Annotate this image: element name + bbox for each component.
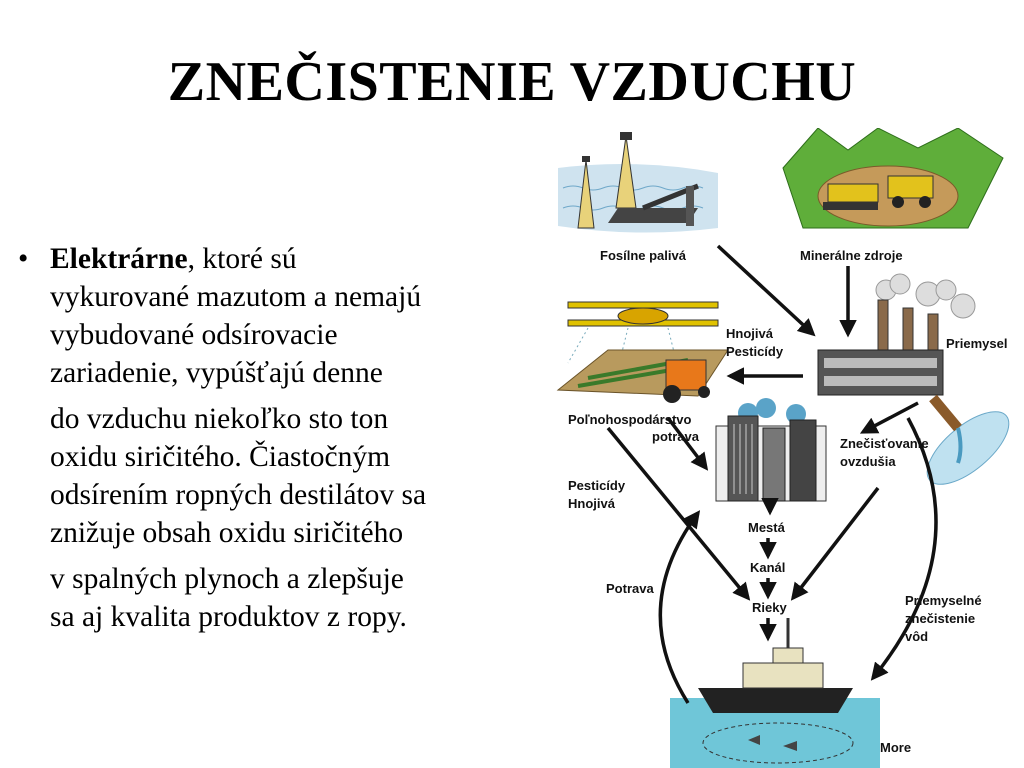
text-line: vybudované odsírovacie [50, 319, 338, 351]
label-mineralne-zdroje: Minerálne zdroje [800, 248, 903, 263]
label-znecistenie: znečistenie [905, 611, 976, 626]
arrow-more-potrava [660, 513, 698, 703]
factory-icon [818, 274, 975, 395]
arrow-priemysel-rieky [793, 488, 878, 598]
text-line: zariadenie, vypúšťajú denne [50, 357, 383, 389]
label-rieky: Rieky [752, 600, 787, 615]
sea-ship-icon [670, 618, 880, 768]
label-mesta: Mestá [748, 520, 785, 535]
text-line: v spalných plynoch a zlepšuje [50, 563, 404, 595]
bold-lead: Elektrárne [50, 243, 188, 275]
bullet-point: • [18, 243, 29, 275]
label-hnojiva-top: Hnojivá [726, 326, 773, 341]
text-fragment: , ktoré sú [187, 243, 297, 275]
label-hnojiva-left: Hnojivá [568, 496, 615, 511]
body-text [18, 240, 563, 644]
city-buildings-icon [716, 398, 826, 501]
tractor-field-icon [558, 350, 728, 403]
oil-rig-icon [558, 132, 718, 233]
label-priemysel: Priemysel [946, 336, 1008, 351]
label-more: More [880, 740, 912, 755]
text-line: znižuje obsah oxidu siričitého [50, 517, 404, 549]
label-polnohospodarstvo: Poľnohospodárstvo [568, 412, 692, 427]
paragraph-2 [18, 400, 563, 552]
arrow-ovzdusie-mesta [863, 403, 918, 432]
text-line: do vzduchu niekoľko sto ton [50, 403, 389, 435]
slide-title: ZNEČISTENIE VZDUCHU [167, 51, 857, 113]
label-potrava-sub: potrava [652, 429, 699, 444]
paragraph-3 [18, 560, 563, 636]
text-line: vykurované mazutom a nemajú [50, 281, 422, 313]
mining-excavator-icon [783, 128, 1003, 228]
arrow-fosilne-priemysel [718, 246, 813, 334]
label-priemyselne: Priemyselné [905, 593, 982, 608]
pollution-cycle-diagram [548, 128, 1018, 768]
text-line: sa aj kvalita produktov z ropy. [50, 601, 407, 633]
label-vod: vôd [905, 629, 929, 644]
text-line: oxidu siričitého. Čiastočným [50, 441, 391, 473]
paragraph-1 [18, 240, 563, 392]
label-fosilne-paliva: Fosílne palivá [600, 248, 686, 263]
text-line: odsírením ropných destilátov sa [50, 479, 427, 511]
label-kanal: Kanál [750, 560, 786, 575]
text-line [50, 240, 563, 278]
label-pesticidy-left: Pesticídy [568, 478, 626, 493]
label-ovzdusia: ovzdušia [840, 454, 896, 469]
label-potrava: Potrava [606, 581, 654, 596]
label-pesticidy-top: Pesticídy [726, 344, 784, 359]
label-znecistovanie: Znečisťovanie [840, 436, 929, 451]
